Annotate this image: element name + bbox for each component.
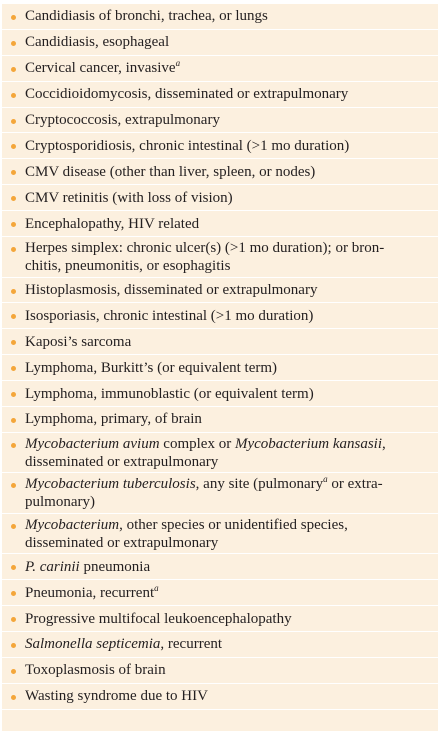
list-item xyxy=(2,237,438,278)
list-item xyxy=(2,185,438,211)
bullet-icon xyxy=(11,247,16,252)
item-line-1 xyxy=(25,435,434,453)
bullet-icon xyxy=(11,669,16,674)
bullet-icon xyxy=(11,392,16,397)
item-text: , recurrent xyxy=(160,636,223,653)
bullet-icon xyxy=(11,617,16,622)
item-text: Pneumonia, recurrent xyxy=(25,584,155,601)
bullet-icon xyxy=(11,524,16,529)
item-text: Lymphoma, primary, of brain xyxy=(25,411,202,428)
footnote-marker: a xyxy=(323,474,328,485)
list-item xyxy=(2,278,438,304)
bullet-icon xyxy=(11,93,16,98)
item-text: , xyxy=(382,435,386,452)
bullet-icon xyxy=(11,443,16,448)
item-line-1: Herpes simplex: chronic ulcer(s) (>1 mo duration); or bron- xyxy=(25,239,385,256)
item-text: Candidiasis of bronchi, trachea, or lungs xyxy=(25,8,268,25)
bullet-icon xyxy=(11,222,16,227)
aids-defining-conditions-panel xyxy=(2,4,438,731)
list-item xyxy=(2,329,438,355)
bullet-icon xyxy=(11,119,16,124)
item-line-2: disseminated or extrapulmonary xyxy=(25,534,219,551)
bullet-icon xyxy=(11,340,16,345)
list-item xyxy=(2,606,438,632)
list-item xyxy=(2,407,438,433)
list-item xyxy=(2,159,438,185)
item-text: CMV retinitis (with loss of vision) xyxy=(25,189,233,206)
bullet-icon xyxy=(11,591,16,596)
list-item xyxy=(2,4,438,30)
species-name: Mycobacterium avium xyxy=(25,435,160,452)
list-item xyxy=(2,82,438,108)
list-item xyxy=(2,381,438,407)
item-text: Histoplasmosis, disseminated or extrapulmonary xyxy=(25,281,318,298)
item-text: or extra- xyxy=(327,476,383,493)
item-line-2: chitis, pneumonitis, or esophagitis xyxy=(25,257,231,274)
item-line-2: disseminated or extrapulmonary xyxy=(25,453,219,470)
bullet-icon xyxy=(11,695,16,700)
item-text: Cervical cancer, invasive xyxy=(25,60,176,77)
item-text: Cryptococcosis, extrapulmonary xyxy=(25,112,220,128)
item-text: , any site (pulmonary xyxy=(195,476,324,493)
item-text: Encephalopathy, HIV related xyxy=(25,215,200,232)
list-item xyxy=(2,303,438,329)
bullet-icon xyxy=(11,144,16,149)
list-item xyxy=(2,30,438,56)
species-name: Mycobacterium tuberculosis xyxy=(25,476,196,493)
item-line-2: pulmonary) xyxy=(25,494,95,511)
list-item xyxy=(2,632,438,658)
conditions-list xyxy=(2,4,438,710)
species-name: P. carinii xyxy=(25,558,80,575)
list-item xyxy=(2,108,438,134)
item-text: Lymphoma, Burkitt’s (or equivalent term) xyxy=(25,359,278,376)
bullet-icon xyxy=(11,418,16,423)
item-text: Progressive multifocal leukoencephalopathy xyxy=(25,610,292,627)
list-item xyxy=(2,684,438,710)
bullet-icon xyxy=(11,366,16,371)
bullet-icon xyxy=(11,15,16,20)
list-item xyxy=(2,473,438,514)
list-item xyxy=(2,658,438,684)
item-text: Coccidioidomycosis, disseminated or extrapulmonary xyxy=(25,86,349,103)
list-item xyxy=(2,433,438,474)
item-text: CMV disease (other than liver, spleen, or nodes) xyxy=(25,163,316,180)
list-item xyxy=(2,133,438,159)
item-line xyxy=(25,635,434,653)
item-text: Cryptosporidiosis, chronic intestinal (>1 mo duration) xyxy=(25,137,350,154)
list-item xyxy=(2,355,438,381)
item-line-1 xyxy=(25,516,434,534)
item-text: Toxoplasmosis of brain xyxy=(25,662,166,679)
item-text: Candidiasis, esophageal xyxy=(25,34,170,51)
bullet-icon xyxy=(11,565,16,570)
list-item xyxy=(2,56,438,82)
item-text: Kaposi’s sarcoma xyxy=(25,333,132,350)
bullet-icon xyxy=(11,196,16,201)
item-text: , other species or unidentified species, xyxy=(119,516,348,533)
item-line xyxy=(25,558,434,576)
item-text: Isosporiasis, chronic intestinal (>1 mo duration) xyxy=(25,307,314,324)
item-text: Wasting syndrome due to HIV xyxy=(25,688,208,705)
item-line xyxy=(25,59,434,77)
bullet-icon xyxy=(11,41,16,46)
footnote-marker: a xyxy=(154,582,159,593)
list-item xyxy=(2,580,438,606)
list-item xyxy=(2,211,438,237)
item-line-1 xyxy=(25,475,434,493)
item-text: pneumonia xyxy=(79,558,151,575)
bullet-icon xyxy=(11,643,16,648)
list-item xyxy=(2,514,438,555)
item-text: complex or xyxy=(159,435,235,452)
bullet-icon xyxy=(11,67,16,72)
bullet-icon xyxy=(11,289,16,294)
item-line xyxy=(25,584,434,602)
list-item xyxy=(2,554,438,580)
footnote-marker: a xyxy=(175,58,181,69)
item-text: Lymphoma, immunoblastic (or equivalent term) xyxy=(25,385,314,402)
species-name: Mycobacterium kansasii xyxy=(234,435,383,452)
bullet-icon xyxy=(11,314,16,319)
bullet-icon xyxy=(11,483,16,488)
species-name: Salmonella septicemia xyxy=(25,636,161,653)
species-name: Mycobacterium xyxy=(25,516,120,533)
bullet-icon xyxy=(11,170,16,175)
